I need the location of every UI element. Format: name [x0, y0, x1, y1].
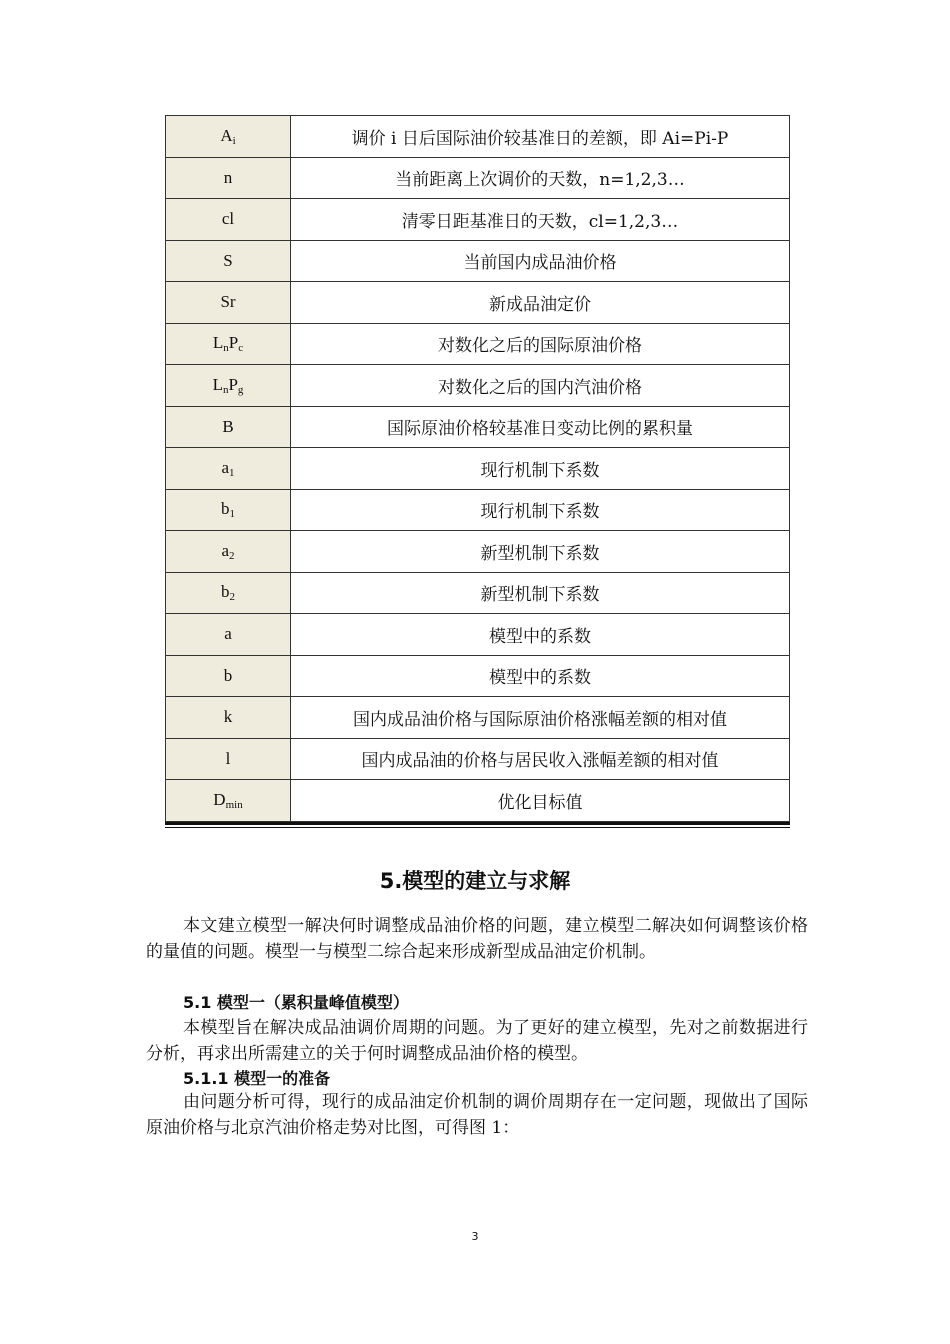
description-cell: 调价 i 日后国际油价较基准日的差额，即 Ai=Pi-P	[291, 116, 790, 158]
symbol-text: b	[221, 499, 230, 519]
symbol-text: a	[221, 540, 230, 560]
table-bottom-rule	[165, 822, 790, 825]
symbol-subscript-2: c	[238, 342, 244, 355]
table-row	[166, 738, 790, 780]
subsection-5-1-1-paragraph: 由问题分析可得，现行的成品油定价机制的调价周期存在一定问题，现做出了国际原油价格与北京汽油价格走势对比图，可得图 1：	[146, 1092, 808, 1138]
description-cell: 新成品油定价	[291, 282, 790, 324]
symbol-subscript: min	[225, 798, 243, 811]
table-row	[166, 282, 790, 324]
description-cell: 国内成品油价格与国际原油价格涨幅差额的相对值	[291, 697, 790, 739]
symbol-cell	[166, 240, 291, 282]
symbol-subscript: 2	[229, 591, 235, 604]
symbol-cell	[166, 406, 291, 448]
description-cell: 模型中的系数	[291, 655, 790, 697]
symbol-cell	[166, 655, 291, 697]
table-row	[166, 572, 790, 614]
symbol-cell	[166, 614, 291, 656]
description-cell: 对数化之后的国际原油价格	[291, 323, 790, 365]
symbol-cell	[166, 116, 291, 158]
table-row	[166, 406, 790, 448]
symbol-cell	[166, 282, 291, 324]
symbol-cell	[166, 199, 291, 241]
table-row	[166, 323, 790, 365]
description-cell: 优化目标值	[291, 780, 790, 822]
symbol-text: n	[223, 167, 233, 187]
symbol-cell	[166, 780, 291, 822]
description-cell: 国内成品油的价格与居民收入涨幅差额的相对值	[291, 738, 790, 780]
description-cell: 模型中的系数	[291, 614, 790, 656]
symbol-subscript: i	[232, 134, 236, 147]
subsection-heading-5-1: 5.1 模型一（累积量峰值模型）	[183, 993, 409, 1012]
table-row	[166, 365, 790, 407]
symbol-text: cl	[221, 209, 235, 229]
section-heading: 5.模型的建立与求解	[379, 869, 571, 893]
symbol-text: a	[221, 457, 230, 477]
symbol-text: L	[212, 374, 223, 394]
table-row	[166, 531, 790, 573]
description-cell: 当前距离上次调价的天数，n=1,2,3…	[291, 157, 790, 199]
symbol-cell	[166, 531, 291, 573]
symbol-subscript: 2	[229, 549, 235, 562]
symbol-table	[165, 115, 790, 822]
symbol-text: Sr	[220, 292, 236, 312]
symbol-cell	[166, 697, 291, 739]
symbol-cell	[166, 738, 291, 780]
symbol-subscript: 1	[229, 508, 235, 521]
description-cell: 对数化之后的国内汽油价格	[291, 365, 790, 407]
table-row	[166, 489, 790, 531]
table-row	[166, 240, 790, 282]
symbol-subscript: 1	[229, 466, 235, 479]
symbol-cell	[166, 448, 291, 490]
symbol-text: b	[221, 582, 230, 602]
description-cell: 国际原油价格较基准日变动比例的累积量	[291, 406, 790, 448]
table-row	[166, 199, 790, 241]
symbol-text: A	[220, 125, 233, 145]
page-number: 3	[471, 1230, 479, 1243]
symbol-cell	[166, 365, 291, 407]
symbol-text: k	[223, 707, 233, 727]
table-row	[166, 697, 790, 739]
symbol-text-2: P	[228, 374, 238, 394]
table-row	[166, 116, 790, 158]
symbol-subscript: n	[223, 342, 229, 355]
symbol-text: D	[213, 789, 226, 809]
symbol-cell	[166, 157, 291, 199]
symbol-text: L	[212, 333, 224, 353]
symbol-text: b	[223, 665, 233, 685]
description-cell: 新型机制下系数	[291, 531, 790, 573]
table-row	[166, 780, 790, 822]
symbol-text: S	[223, 250, 233, 270]
table-row	[166, 655, 790, 697]
symbol-text-2: P	[228, 333, 239, 353]
subsection-heading-5-1-1: 5.1.1 模型一的准备	[183, 1069, 331, 1088]
table-row	[166, 157, 790, 199]
symbol-subscript: n	[222, 383, 229, 396]
table-row	[166, 448, 790, 490]
symbol-text: l	[225, 748, 231, 768]
symbol-text: B	[222, 416, 234, 436]
description-cell: 清零日距基准日的天数，cl=1,2,3…	[291, 199, 790, 241]
description-cell: 新型机制下系数	[291, 572, 790, 614]
description-cell: 现行机制下系数	[291, 489, 790, 531]
intro-paragraph: 本文建立模型一解决何时调整成品油价格的问题，建立模型二解决如何调整该价格的量值的问题。模型一与模型二综合起来形成新型成品油定价机制。	[146, 916, 808, 962]
symbol-cell	[166, 572, 291, 614]
description-cell: 现行机制下系数	[291, 448, 790, 490]
table-row	[166, 614, 790, 656]
subsection-5-1-paragraph: 本模型旨在解决成品油调价周期的问题。为了更好的建立模型，先对之前数据进行分析，再求出所需建立的关于何时调整成品油价格的模型。	[146, 1018, 808, 1064]
symbol-cell	[166, 323, 291, 365]
symbol-cell	[166, 489, 291, 531]
symbol-text: a	[224, 624, 232, 644]
symbol-subscript-2: g	[237, 383, 244, 396]
table-bottom-rule-thin	[165, 827, 790, 828]
description-cell: 当前国内成品油价格	[291, 240, 790, 282]
